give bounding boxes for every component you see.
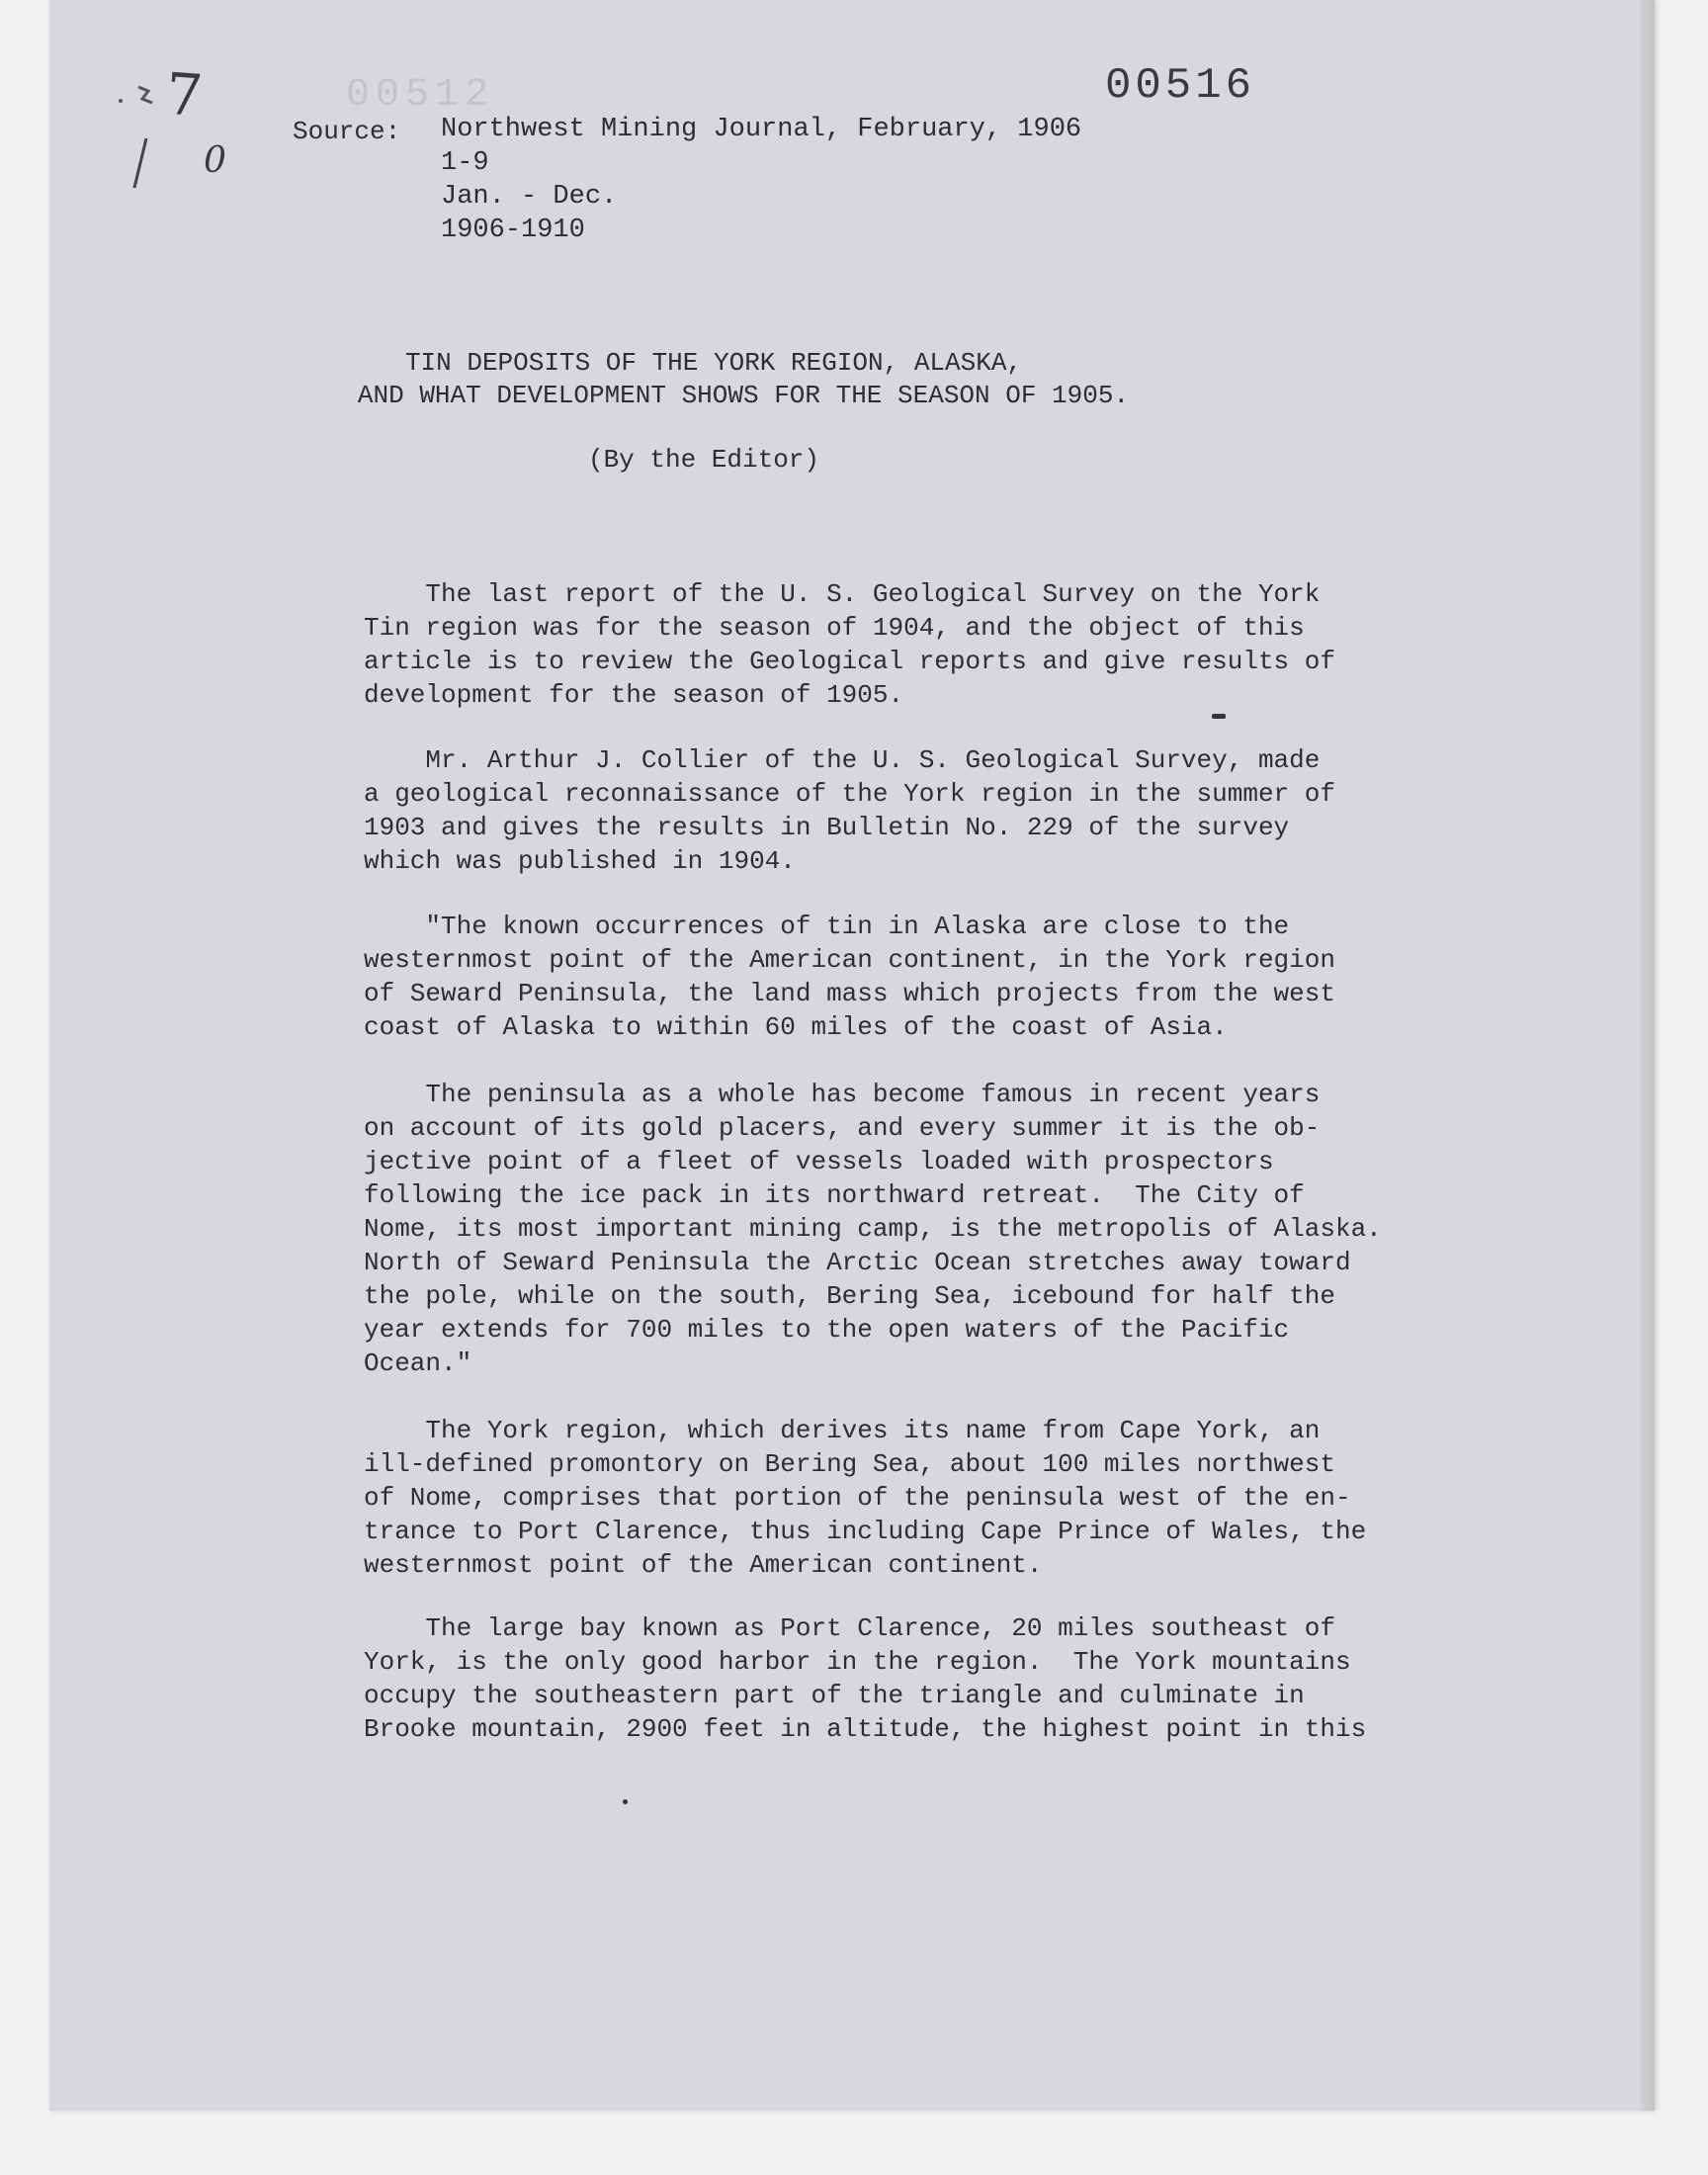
ink-speck: [1212, 714, 1226, 719]
source-pages: 1-9: [441, 148, 489, 178]
stamp-number: 00516: [1105, 61, 1256, 111]
article-title-line-1: TIN DEPOSITS OF THE YORK REGION, ALASKA,: [404, 348, 1023, 378]
source-months: Jan. - Dec.: [441, 182, 618, 212]
paragraph-6: The large bay known as Port Clarence, 20 miles southeast of York, is the only good harbor in the region. The York mountains occupy the southeastern part of the triangle and culminate in Brooke mountain, 2900 feet in altitude, the highest point in this: [364, 1613, 1367, 1744]
handwritten-mark-bottom: 0: [204, 140, 226, 181]
paragraph-5: The York region, which derives its name from Cape York, an ill-defined promontory on Bering Sea, about 100 miles northwest of Nome, comprises that portion of the peninsula west of the en- trance to Port Clarence, thus including Cape Prince of Wales, the westernmost point of the American continent.: [364, 1416, 1367, 1580]
paragraph-1: The last report of the U. S. Geological Survey on the York Tin region was for the season of 1904, and the object of this article is to review the Geological reports and give results of development for the season of 1905.: [364, 579, 1335, 710]
source-years: 1906-1910: [441, 216, 585, 245]
handwritten-scribble-icon: [109, 79, 168, 188]
document-page: [49, 0, 1655, 2111]
source-label: Source:: [293, 117, 401, 146]
article-title-line-2: AND WHAT DEVELOPMENT SHOWS FOR THE SEASON OF 1905.: [357, 381, 1130, 410]
paragraph-2: Mr. Arthur J. Collier of the U. S. Geological Survey, made a geological reconnaissance of the York region in the summer of 1903 and gives the results in Bulletin No. 229 of the survey which was published in 1904.: [364, 745, 1335, 876]
source-block: [441, 113, 1081, 247]
article-byline: (By the Editor): [587, 445, 820, 475]
ink-speck: [623, 1799, 628, 1804]
paragraph-3: "The known occurrences of tin in Alaska are close to the westernmost point of the American continent, in the York region of Seward Peninsula, the land mass which projects from the west coast of Alaska to within 60 miles of the coast of Asia.: [364, 912, 1335, 1042]
source-journal: Northwest Mining Journal, February, 1906: [441, 115, 1082, 144]
paragraph-4: The peninsula as a whole has become famous in recent years on account of its gold placers, and every summer it is the ob- jective point of a fleet of vessels loaded with prospectors following the ice pack in its northward retreat. The City of Nome, its most important mining camp, is the metropolis of Alaska. North of Seward Peninsula the Arctic Ocean stretches away toward the pole, while on the south, Bering Sea, icebound for half the year extends for 700 miles to the open waters of the Pacific Ocean.": [364, 1080, 1382, 1378]
handwritten-mark-top: 7: [163, 59, 206, 130]
page-edge: [1641, 0, 1655, 2111]
ghost-stamp-number: 00512: [346, 73, 495, 118]
